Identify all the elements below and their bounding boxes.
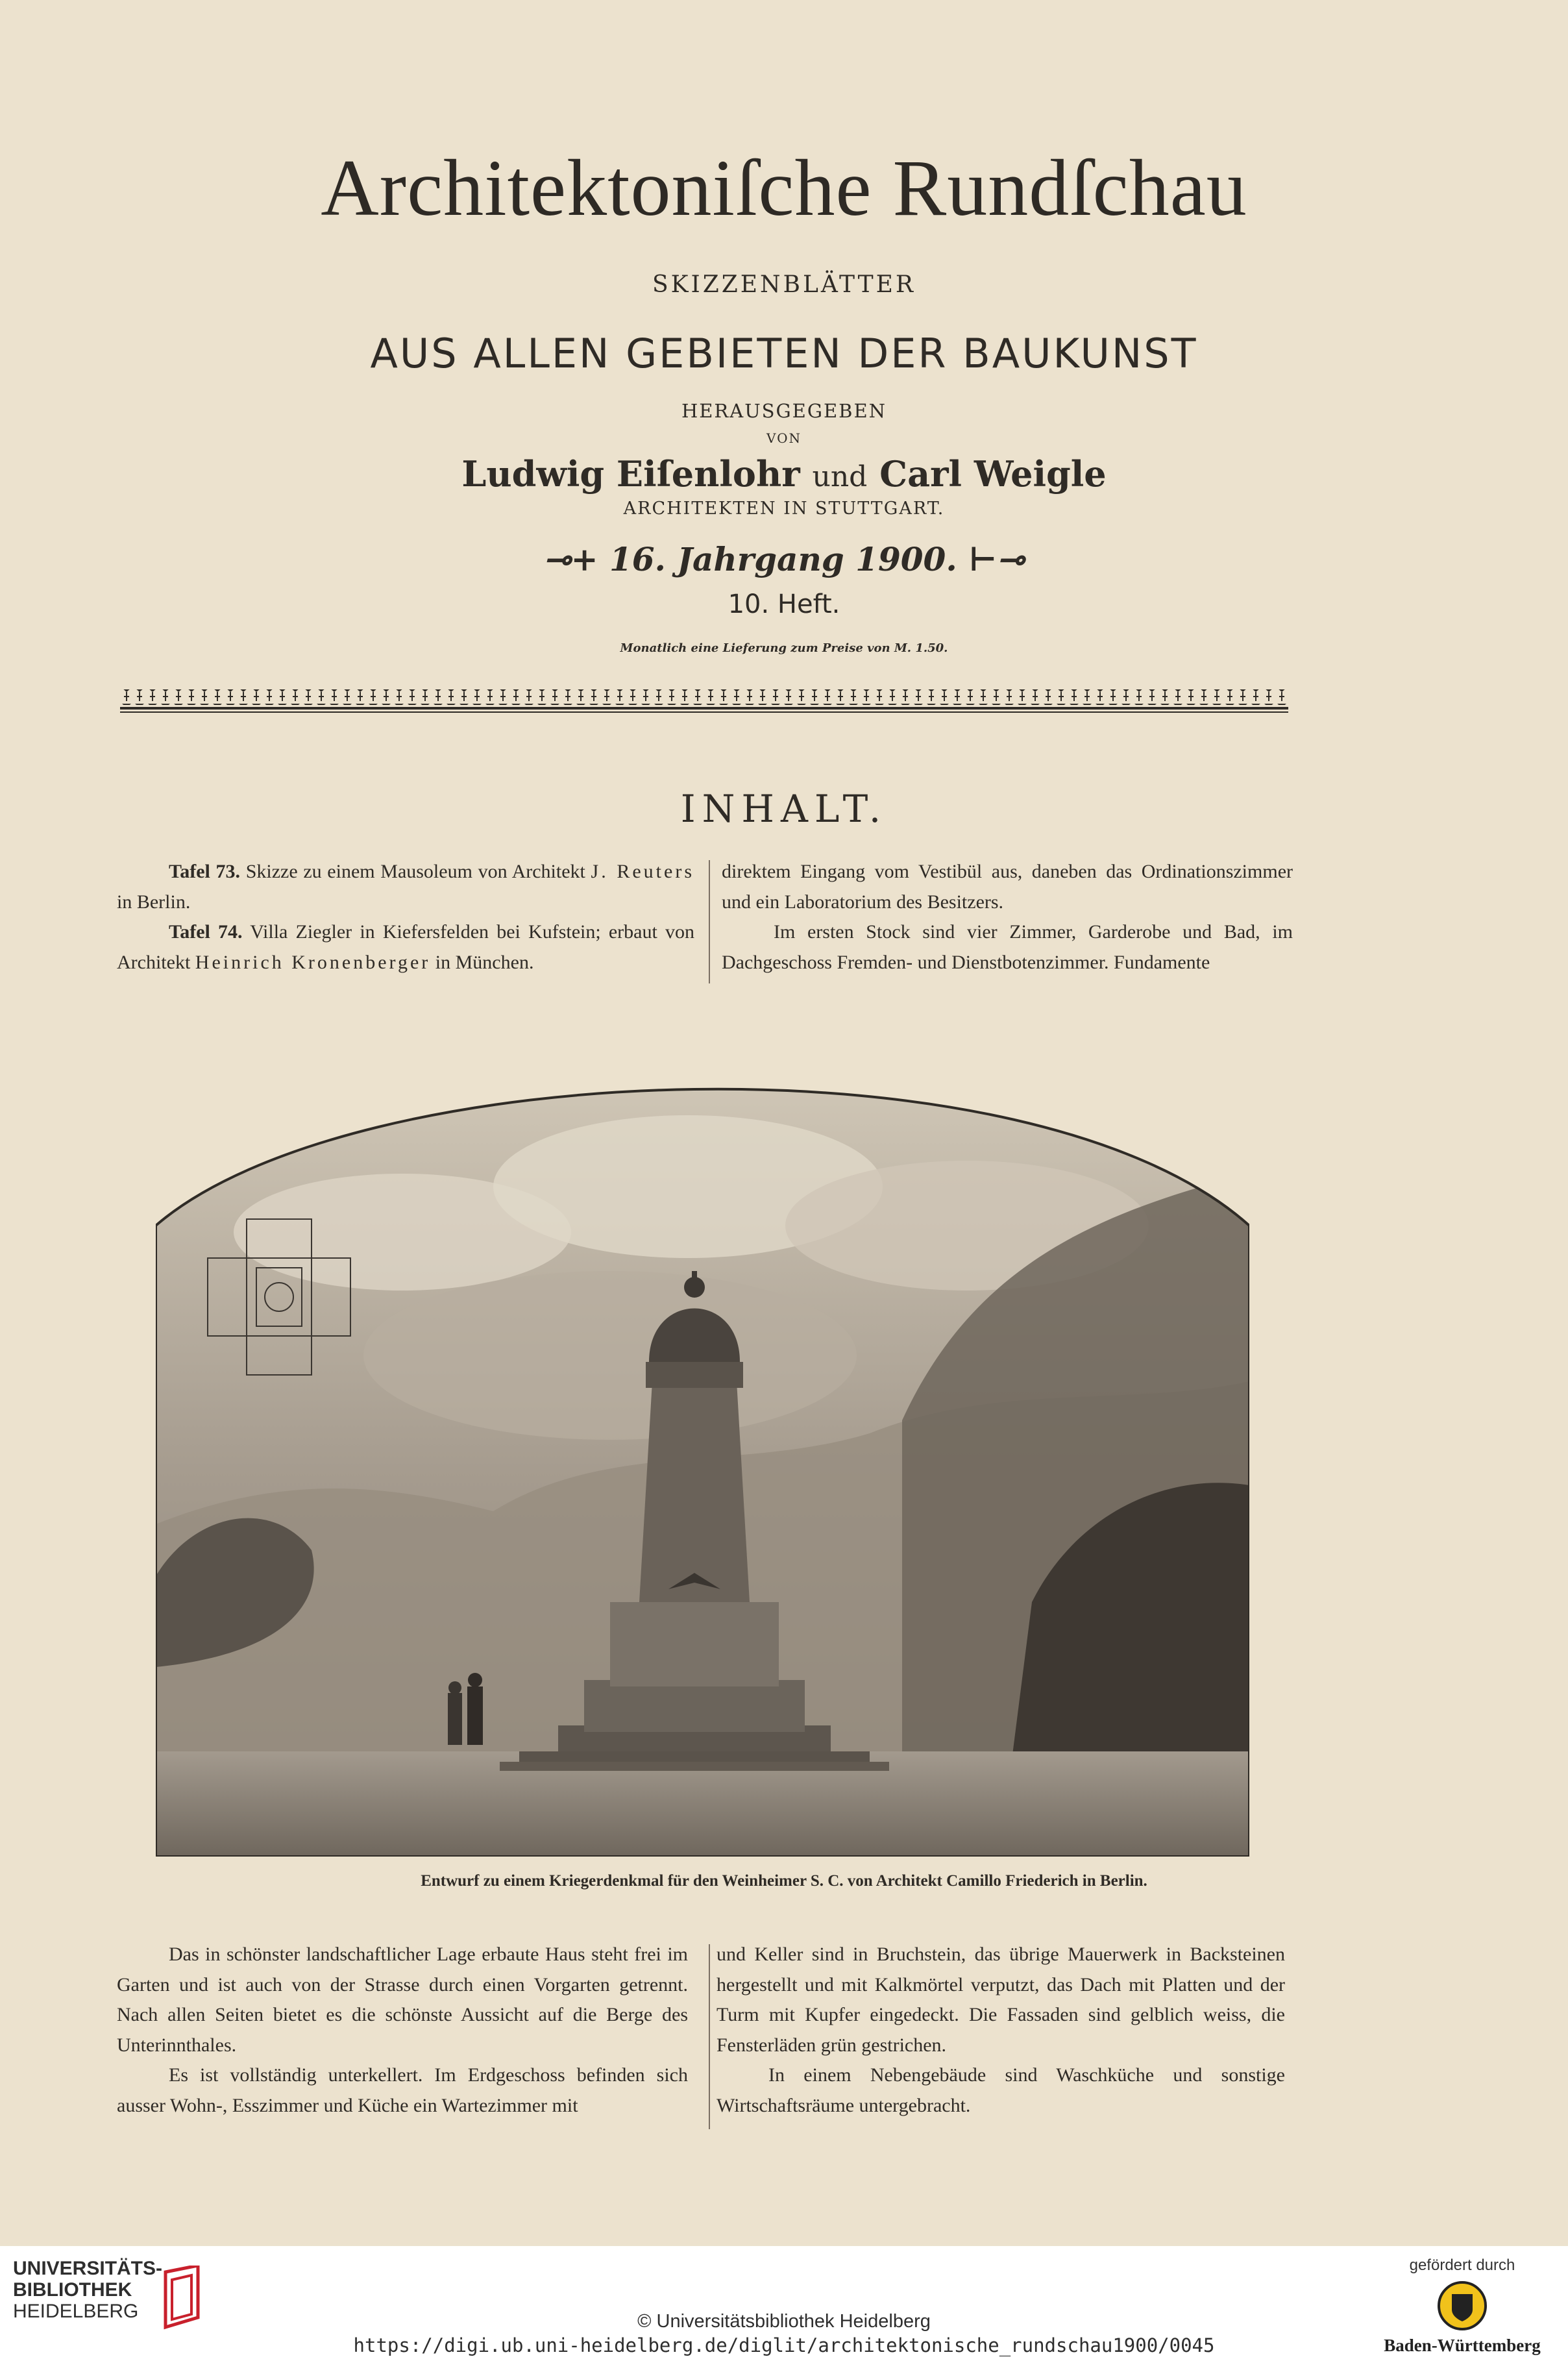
ornamental-border: [120, 687, 1288, 714]
plate-74-architect: Heinrich Kronenberger: [195, 951, 431, 973]
copyright: © Universitätsbibliothek Heidelberg: [637, 2311, 931, 2332]
memorial-illustration: [156, 1018, 1249, 1857]
plate-74-place: in München.: [435, 951, 534, 973]
coat-of-arms-icon: [1436, 2280, 1488, 2332]
plate-74-text: Villa Ziegler in Kiefersfelden bei Kufstein; erbaut von Architekt: [117, 921, 694, 973]
body-left-p1: Das in schönster landschaftlicher Lage erbaute Haus steht frei im Garten und ist auch von der Strasse durch einen Vorgarten getrennt. Nach allen Seiten bietet es die schönste Aussicht auf die Berge des Unterinnthales.: [117, 1944, 688, 2056]
library-name-line1: UNIVERSITÄTS-: [13, 2258, 163, 2279]
journal-subtitle-large: AUS ALLEN GEBIETEN DER BAUKUNST: [370, 330, 1198, 377]
journal-subtitle-small: SKIZZENBLÄTTER: [652, 271, 916, 298]
plate-73-place: in Berlin.: [117, 891, 191, 913]
plate-73-architect: J. Reuters: [591, 861, 695, 882]
column-divider: [709, 860, 710, 983]
volume-line: [0, 540, 1568, 578]
body-right-column: [717, 1940, 1285, 2121]
figure-caption: Entwurf zu einem Kriegerdenkmal für den Weinheimer S. C. von Architekt Camillo Friederich in Berlin.: [421, 1872, 1147, 1890]
permalink[interactable]: https://digi.ub.uni-heidelberg.de/diglit/architektonische_rundschau1900/0045: [353, 2334, 1215, 2356]
volume: 16. Jahrgang 1900.: [609, 540, 957, 578]
editors: [0, 453, 1568, 495]
funder-name: Baden-Württemberg: [1384, 2336, 1541, 2355]
contents-right-column: [722, 857, 1293, 978]
contents-heading: INHALT.: [680, 787, 888, 831]
editors-role: ARCHITEKTEN IN STUTTGART.: [623, 499, 945, 519]
published-by: HERAUSGEGEBEN: [681, 400, 887, 422]
contents-right-p1: direktem Eingang vom Vestibül aus, daneben das Ordinationszimmer und ein Laboratorium des Besitzers.: [722, 861, 1293, 913]
plate-73-text: Skizze zu einem Mausoleum von Architekt: [245, 861, 585, 882]
digitization-footer: [0, 2246, 1568, 2359]
by-label: VON: [766, 430, 802, 446]
price-note: Monatlich eine Lieferung zum Preise von M. 1.50.: [620, 641, 948, 655]
library-name-line3: HEIDELBERG: [13, 2301, 139, 2322]
journal-title: Architektoniſche Rundſchau: [321, 143, 1247, 232]
plate-74-entry: [117, 917, 694, 978]
funded-by-label: gefördert durch: [1409, 2256, 1515, 2274]
contents-left-column: [117, 857, 694, 978]
body-left-p2: Es ist vollständig unterkellert. Im Erdgeschoss befinden sich ausser Wohn-, Esszimmer und Küche ein Wartezimmer mit: [117, 2064, 688, 2116]
body-right-p2: In einem Nebengebäude sind Waschküche und sonstige Wirtschaftsräume untergebracht.: [717, 2064, 1285, 2116]
and-label: und: [812, 460, 868, 493]
right-flourish-icon: ⊢⊸: [968, 540, 1025, 578]
plate-73-label: Tafel 73.: [169, 861, 241, 882]
plate-74-label: Tafel 74.: [169, 921, 243, 943]
body-left-column: [117, 1940, 688, 2121]
contents-right-p2: Im ersten Stock sind vier Zimmer, Garderobe und Bad, im Dachgeschoss Fremden- und Dienstbotenzimmer. Fundamente: [722, 921, 1293, 973]
issue: 10. Heft.: [728, 589, 840, 619]
plate-73-entry: [117, 857, 694, 917]
library-name-line2: BIBLIOTHEK: [13, 2279, 132, 2301]
editor-1: Ludwig Eiſenlohr: [461, 453, 800, 495]
body-right-p1: und Keller sind in Bruchstein, das übrige Mauerwerk in Backsteinen hergestellt und mit Kalkmörtel verputzt, das Dach mit Platten und der Turm mit Kupfer eingedeckt. Die Fassaden sind gelblich weiss, die Fensterläden grün gestrichen.: [717, 1944, 1285, 2056]
left-flourish-icon: ⊸+: [543, 540, 609, 578]
editor-2: Carl Weigle: [879, 453, 1107, 495]
column-divider: [709, 1944, 710, 2129]
